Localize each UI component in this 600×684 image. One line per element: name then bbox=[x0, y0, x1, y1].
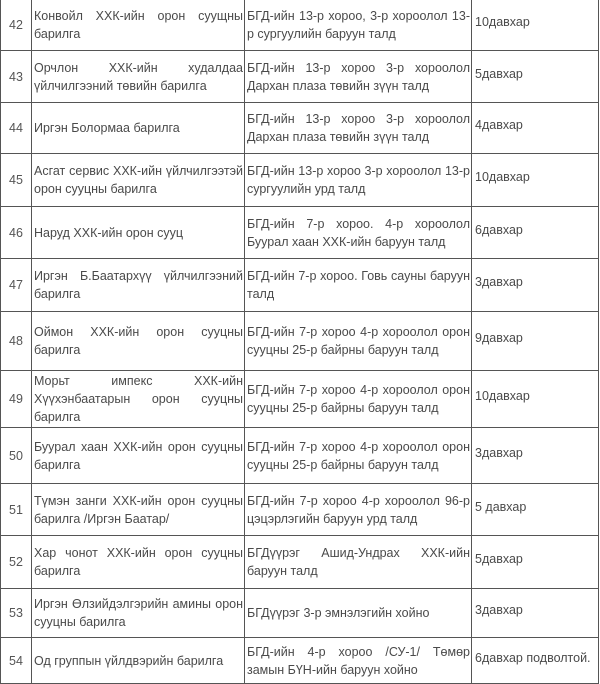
row-number: 54 bbox=[1, 638, 32, 684]
building-name: Морьт импекс ХХК-ийн Хүүхэнбаатарын орон сууцны барилга bbox=[32, 371, 245, 428]
building-address: БГДүүрэг 3-р эмнэлэгийн хойно bbox=[245, 589, 472, 638]
building-name: Иргэн Болормаа барилга bbox=[32, 103, 245, 154]
building-name: Оймон ХХК-ийн орон сууцны барилга bbox=[32, 312, 245, 371]
building-address: БГД-ийн 4-р хороо /СУ-1/ Төмөр замын БҮН-ийн баруун хойно bbox=[245, 638, 472, 684]
row-number: 47 bbox=[1, 259, 32, 312]
building-floors: 9давхар bbox=[472, 312, 599, 371]
table-row bbox=[1, 51, 599, 103]
building-name: Конвойл ХХК-ийн орон суущны барилга bbox=[32, 0, 245, 51]
row-number: 50 bbox=[1, 428, 32, 484]
building-name: Асгат сервис ХХК-ийн үйлчилгээтэй орон сууцны барилга bbox=[32, 154, 245, 207]
row-number: 44 bbox=[1, 103, 32, 154]
building-name: Түмэн занги ХХК-ийн орон сууцны барилга /Иргэн Баатар/ bbox=[32, 484, 245, 536]
table-row bbox=[1, 259, 599, 312]
table-row bbox=[1, 371, 599, 428]
table-row bbox=[1, 207, 599, 259]
building-name: Иргэн Б.Баатархүү үйлчилгээний барилга bbox=[32, 259, 245, 312]
building-name: Орчлон ХХК-ийн худалдаа үйлчилгээний төвийн барилга bbox=[32, 51, 245, 103]
building-address: БГД-ийн 13-р хороо 3-р хороолол Дархан плаза төвийн зүүн талд bbox=[245, 51, 472, 103]
building-address: БГДүүрэг Ашид-Ундрах ХХК-ийн баруун талд bbox=[245, 536, 472, 589]
building-floors: 3давхар bbox=[472, 428, 599, 484]
building-floors: 10давхар bbox=[472, 371, 599, 428]
row-number: 49 bbox=[1, 371, 32, 428]
row-number: 51 bbox=[1, 484, 32, 536]
row-number: 48 bbox=[1, 312, 32, 371]
row-number: 53 bbox=[1, 589, 32, 638]
row-number: 42 bbox=[1, 0, 32, 51]
building-address: БГД-ийн 7-р хороо 4-р хороолол орон сууцны 25-р байрны баруун талд bbox=[245, 312, 472, 371]
building-address: БГД-ийн 7-р хороо 4-р хороолол орон сууцны 25-р байрны баруун талд bbox=[245, 371, 472, 428]
table-row bbox=[1, 638, 599, 684]
building-name: Наруд ХХК-ийн орон сууц bbox=[32, 207, 245, 259]
building-name: Хар чонот ХХК-ийн орон сууцны барилга bbox=[32, 536, 245, 589]
building-address: БГД-ийн 7-р хороо 4-р хороолол 96-р цэцэрлэгийн баруун урд талд bbox=[245, 484, 472, 536]
building-address: БГД-ийн 7-р хороо. 4-р хороолол Буурал хаан ХХК-ийн баруун талд bbox=[245, 207, 472, 259]
table-row bbox=[1, 0, 599, 51]
table-row bbox=[1, 589, 599, 638]
building-name: Иргэн Өлзийдэлгэрийн амины орон сууцны барилга bbox=[32, 589, 245, 638]
building-name: Буурал хаан ХХК-ийн орон сууцны барилга bbox=[32, 428, 245, 484]
building-address: БГД-ийн 13-р хороо 3-р хороолол Дархан плаза төвийн зүүн талд bbox=[245, 103, 472, 154]
table-row bbox=[1, 428, 599, 484]
building-floors: 10давхар bbox=[472, 0, 599, 51]
table-row bbox=[1, 484, 599, 536]
building-floors: 3давхар bbox=[472, 589, 599, 638]
table-row bbox=[1, 103, 599, 154]
table-row bbox=[1, 154, 599, 207]
building-floors: 10давхар bbox=[472, 154, 599, 207]
building-address: БГД-ийн 13-р хороо, 3-р хороолол 13-р сургуулийн баруун талд bbox=[245, 0, 472, 51]
building-floors: 5 давхар bbox=[472, 484, 599, 536]
table-row bbox=[1, 312, 599, 371]
building-address: БГД-ийн 13-р хороо 3-р хороолол 13-р сургуулийн урд талд bbox=[245, 154, 472, 207]
building-floors: 5давхар bbox=[472, 536, 599, 589]
building-floors: 6давхар подволтой. bbox=[472, 638, 599, 684]
building-address: БГД-ийн 7-р хороо 4-р хороолол орон сууцны 25-р байрны баруун талд bbox=[245, 428, 472, 484]
row-number: 52 bbox=[1, 536, 32, 589]
building-address: БГД-ийн 7-р хороо. Говь сауны баруун талд bbox=[245, 259, 472, 312]
building-floors: 4давхар bbox=[472, 103, 599, 154]
building-name: Од группын үйлдвэрийн барилга bbox=[32, 638, 245, 684]
building-floors: 6давхар bbox=[472, 207, 599, 259]
row-number: 46 bbox=[1, 207, 32, 259]
table-row bbox=[1, 536, 599, 589]
row-number: 45 bbox=[1, 154, 32, 207]
building-floors: 5давхар bbox=[472, 51, 599, 103]
row-number: 43 bbox=[1, 51, 32, 103]
building-floors: 3давхар bbox=[472, 259, 599, 312]
